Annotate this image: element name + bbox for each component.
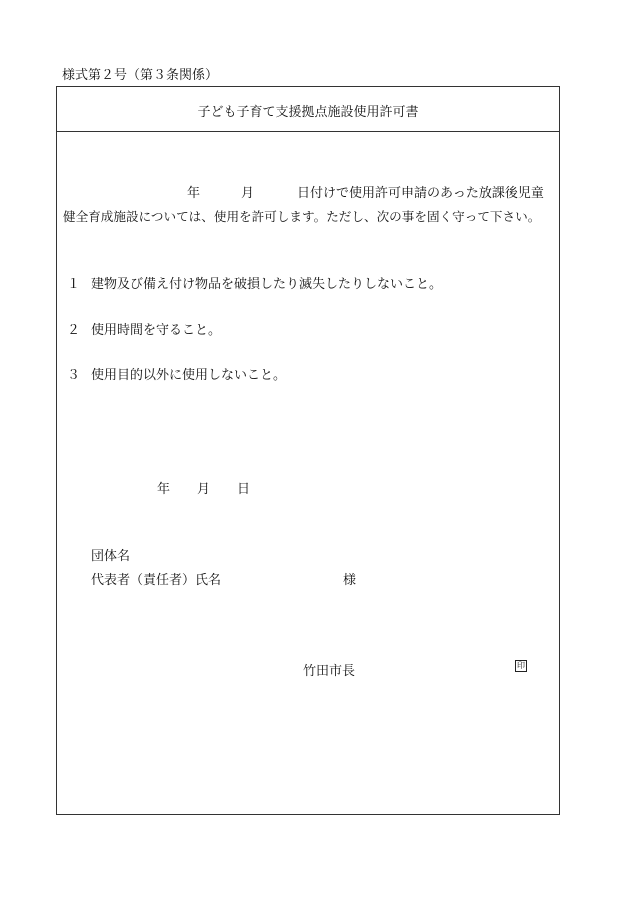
representative-label: 代表者（責任者）氏名 [91, 573, 222, 588]
condition-number-2: ２ [67, 323, 81, 338]
condition-number-1: １ [67, 277, 81, 292]
condition-text-3: 使用目的以外に使用しないこと。 [91, 368, 287, 383]
condition-text-1: 建物及び備え付け物品を破損したり滅失したりしないこと。 [91, 277, 443, 292]
intro-line-1: 日付けで使用許可申請のあった放課後児童 [297, 186, 544, 201]
title-row [57, 87, 559, 132]
issue-month-label: 月 [197, 482, 211, 497]
condition-text-2: 使用時間を守ること。 [91, 323, 222, 338]
issue-day-label: 日 [237, 482, 251, 497]
issue-year-label: 年 [157, 482, 171, 497]
form-number: 様式第２号（第３条関係） [62, 68, 219, 83]
issuer-name: 竹田市長 [303, 664, 356, 679]
intro-line-2: 健全育成施設については、使用を許可します。ただし、次の事を固く守って下さい。 [63, 209, 541, 224]
honorific-label: 様 [343, 573, 357, 588]
condition-number-3: ３ [67, 368, 81, 383]
date-year-label: 年 [187, 186, 201, 201]
organization-label: 団体名 [91, 549, 131, 564]
date-month-label: 月 [241, 186, 255, 201]
document-title: 子ども子育て支援拠点施設使用許可書 [197, 105, 419, 120]
seal-mark: 印 [517, 661, 525, 670]
permit-form-frame [56, 86, 560, 815]
